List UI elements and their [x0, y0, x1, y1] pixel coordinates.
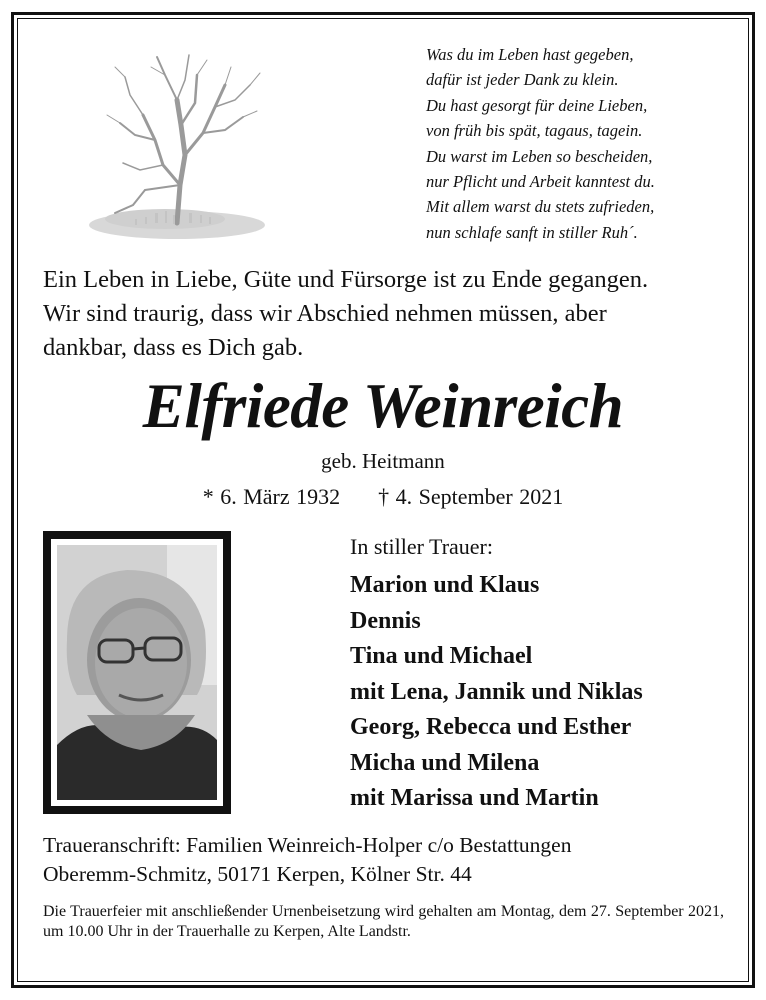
intro-line: Wir sind traurig, dass wir Abschied nehmen müssen, aber: [43, 300, 607, 327]
mourner-line: Dennis: [350, 607, 421, 634]
tree-illustration: [85, 45, 275, 255]
poem: [426, 42, 746, 245]
deceased-name: Elfriede Weinreich: [142, 371, 624, 441]
poem-line: Was du im Leben hast gegeben,: [426, 45, 634, 64]
poem-line: dafür ist jeder Dank zu klein.: [426, 70, 619, 90]
mourner-line: mit Marissa und Martin: [350, 785, 599, 811]
address-line: Traueranschrift: Familien Weinreich-Holper c/o Bestattungen: [43, 833, 572, 857]
birth-date: * 6. März 1932: [202, 484, 341, 509]
poem-line: Du hast gesorgt für deine Lieben,: [426, 95, 648, 115]
portrait-photo: [57, 545, 217, 800]
mourner-line: Micha und Milena: [350, 749, 540, 776]
mourners-list: [350, 568, 750, 817]
maiden-name: geb. Heitmann: [321, 449, 445, 473]
intro-line: dankbar, dass es Dich gab.: [43, 334, 304, 361]
poem-line: nur Pflicht und Arbeit kanntest du.: [426, 172, 655, 192]
mourner-line: Marion und Klaus: [350, 572, 540, 598]
life-dates: [0, 482, 766, 512]
death-date: † 4. September 2021: [378, 484, 564, 509]
mourner-line: mit Lena, Jannik und Niklas: [350, 678, 643, 705]
poem-line: von früh bis spät, tagaus, tagein.: [426, 121, 643, 141]
poem-line: Du warst im Leben so bescheiden,: [426, 146, 653, 166]
mourners-label: In stiller Trauer:: [350, 534, 493, 559]
mourning-address: [43, 831, 743, 888]
mourner-line: Georg, Rebecca und Esther: [350, 714, 632, 740]
poem-line: Mit allem warst du stets zufrieden,: [426, 197, 655, 217]
address-line: Oberemm-Schmitz, 50171 Kerpen, Kölner Str. 44: [43, 861, 472, 886]
poem-line: nun schlafe sanft in stiller Ruh´.: [426, 222, 638, 242]
service-note: Die Trauerfeier mit anschließender Urnenbeisetzung wird gehalten am Montag, dem 27. September 2021, um 10.00 Uhr in der Trauerhalle zu Kerpen, Alte Landstr.: [43, 903, 724, 940]
intro-line: Ein Leben in Liebe, Güte und Fürsorge ist zu Ende gegangen.: [43, 266, 649, 293]
portrait-frame: [43, 531, 231, 814]
intro-text: [43, 263, 733, 365]
mourner-line: Tina und Michael: [350, 643, 533, 669]
